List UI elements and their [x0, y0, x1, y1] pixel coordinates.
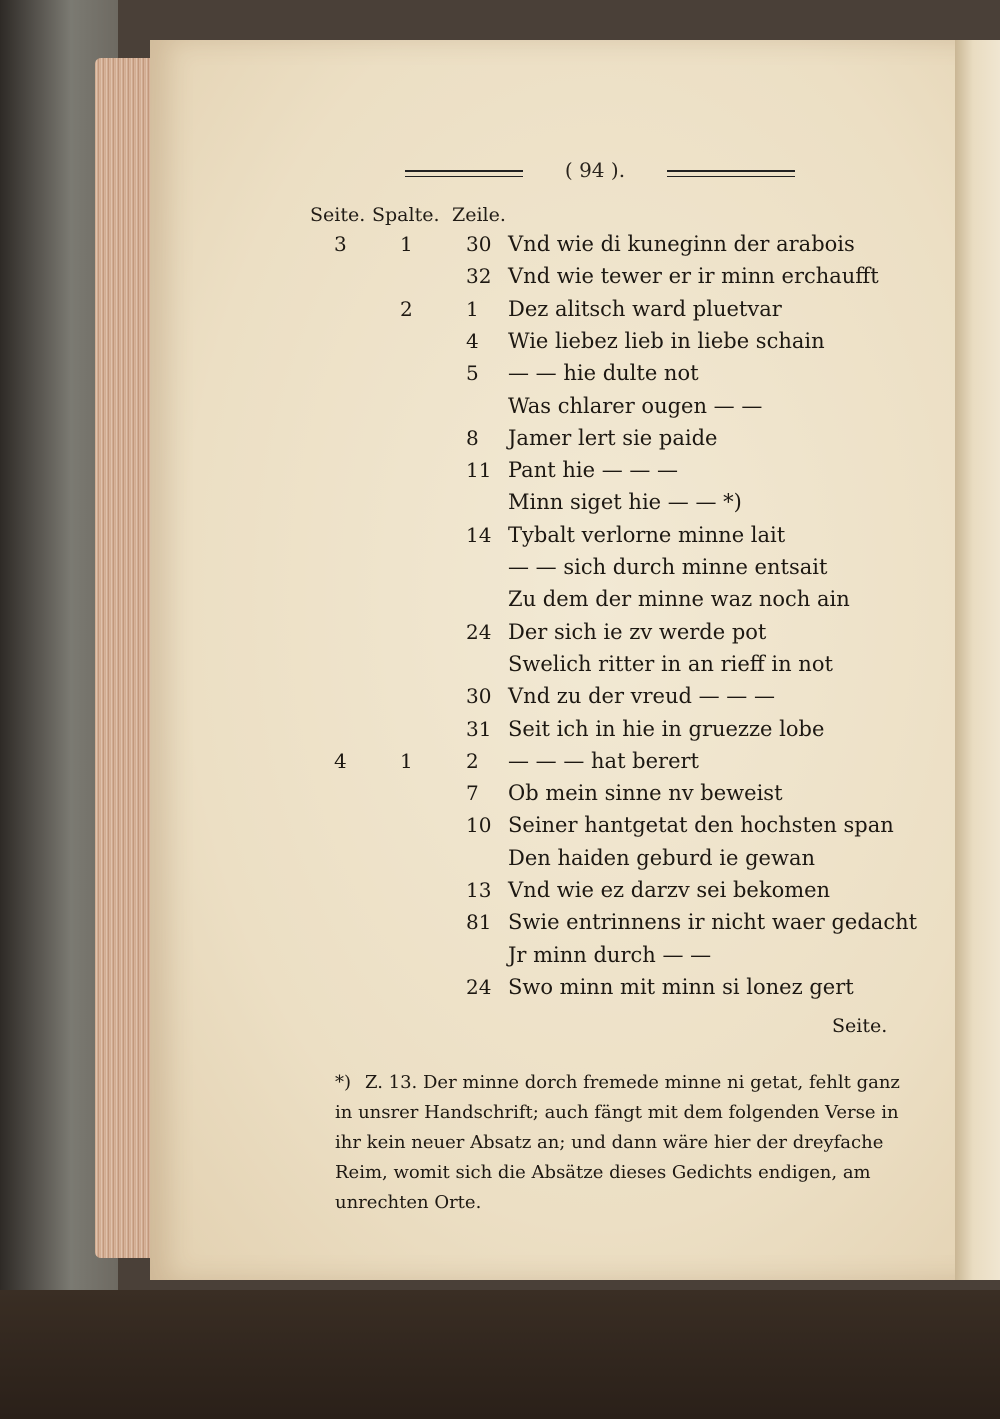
column-heading-zeile: Zeile. — [452, 204, 506, 226]
line-text: Dez alitsch ward pluetvar — [508, 296, 782, 321]
line-text: Vnd wie ez darzv sei bekomen — [508, 878, 831, 902]
errata-line — [0, 975, 1000, 1005]
line-zeile: 14 — [466, 522, 492, 547]
errata-line — [0, 394, 1000, 424]
errata-line — [0, 555, 1000, 585]
errata-line — [0, 490, 1000, 520]
line-text: Pant hie — — — — [508, 458, 679, 483]
line-text: Minn siget hie — — *) — [508, 490, 742, 515]
line-text: — — — hat berert — [508, 748, 699, 773]
errata-line — [0, 846, 1000, 876]
line-text: Was chlarer ougen — — — [508, 393, 763, 418]
footnote-mark: *) — [335, 1072, 352, 1093]
errata-line — [0, 297, 1000, 327]
header-rule-right — [667, 170, 795, 177]
errata-line — [0, 361, 1000, 391]
line-zeile: 10 — [466, 813, 492, 838]
column-heading-spalte: Spalte. — [372, 204, 440, 226]
line-zeile: 4 — [466, 328, 479, 353]
line-zeile: 8 — [466, 425, 479, 450]
line-text: Vnd wie tewer er ir minn erchaufft — [508, 264, 879, 289]
page-number: ( 94 ). — [564, 158, 626, 182]
line-spalte: 2 — [400, 296, 413, 321]
errata-line — [0, 813, 1000, 843]
line-text: Tybalt verlorne minne lait — [508, 522, 786, 547]
errata-line — [0, 781, 1000, 811]
line-zeile: 30 — [466, 684, 492, 709]
errata-line — [0, 943, 1000, 973]
footnote-text: Z. 13. Der minne dorch fremede minne ni getat, fehlt ganz in unsrer Handschrift; auch fängt mit dem folgenden Verse in ihr kein neuer Absatz an; und dann wäre hier der dreyfache Reim, womit sich die Absätze dieses Gedichts endigen, am unrechten Orte. — [335, 1072, 900, 1213]
line-zeile: 24 — [466, 619, 492, 644]
line-text: Wie liebez lieb in liebe schain — [508, 328, 825, 353]
errata-line — [0, 458, 1000, 488]
errata-line — [0, 684, 1000, 714]
errata-line — [0, 587, 1000, 617]
errata-line — [0, 329, 1000, 359]
line-zeile: 30 — [466, 232, 492, 256]
line-text: Swo minn mit minn si lonez gert — [508, 974, 854, 999]
line-text: Ob mein sinne nv beweist — [508, 781, 783, 806]
line-zeile: 81 — [466, 910, 492, 935]
line-text: Seiner hantgetat den hochsten span — [508, 813, 894, 838]
line-text: Swelich ritter in an rieff in not — [508, 651, 833, 676]
errata-line — [0, 264, 1000, 294]
book-cover-bottom — [0, 1290, 1000, 1419]
line-zeile: 31 — [466, 716, 492, 741]
line-text: Jr minn durch — — — [508, 942, 712, 967]
errata-line — [0, 878, 1000, 908]
line-text: Zu dem der minne waz noch ain — [508, 587, 850, 612]
line-zeile: 1 — [466, 296, 479, 321]
line-text: Den haiden geburd ie gewan — [508, 845, 816, 870]
line-zeile: 13 — [466, 878, 492, 902]
line-seite: 4 — [334, 748, 347, 773]
header-rule-left — [405, 170, 523, 177]
column-heading-seite: Seite. — [310, 204, 366, 226]
line-zeile: 7 — [466, 781, 479, 806]
page-header — [405, 158, 795, 186]
errata-line — [0, 232, 1000, 262]
catchword: Seite. — [832, 1015, 888, 1037]
line-text: Vnd zu der vreud — — — — [508, 684, 775, 709]
line-spalte: 1 — [400, 748, 413, 773]
line-seite: 3 — [334, 232, 347, 256]
line-zeile: 11 — [466, 458, 492, 483]
errata-line — [0, 620, 1000, 650]
line-zeile: 2 — [466, 748, 479, 773]
line-text: Jamer lert sie paide — [508, 425, 718, 450]
line-text: Der sich ie zv werde pot — [508, 619, 767, 644]
line-zeile: 5 — [466, 361, 479, 386]
errata-line — [0, 426, 1000, 456]
errata-line — [0, 652, 1000, 682]
errata-line — [0, 910, 1000, 940]
errata-line — [0, 523, 1000, 553]
footnote — [335, 1068, 900, 1218]
line-text: Seit ich in hie in gruezze lobe — [508, 716, 825, 741]
errata-line — [0, 717, 1000, 747]
line-text: — — sich durch minne entsait — [508, 555, 828, 579]
line-text: — — hie dulte not — [508, 361, 699, 386]
errata-line — [0, 749, 1000, 779]
line-spalte: 1 — [400, 232, 413, 256]
line-text: Swie entrinnens ir nicht waer gedacht — [508, 910, 918, 935]
line-text: Vnd wie di kuneginn der arabois — [508, 232, 855, 256]
line-zeile: 32 — [466, 264, 492, 289]
line-zeile: 24 — [466, 974, 492, 999]
